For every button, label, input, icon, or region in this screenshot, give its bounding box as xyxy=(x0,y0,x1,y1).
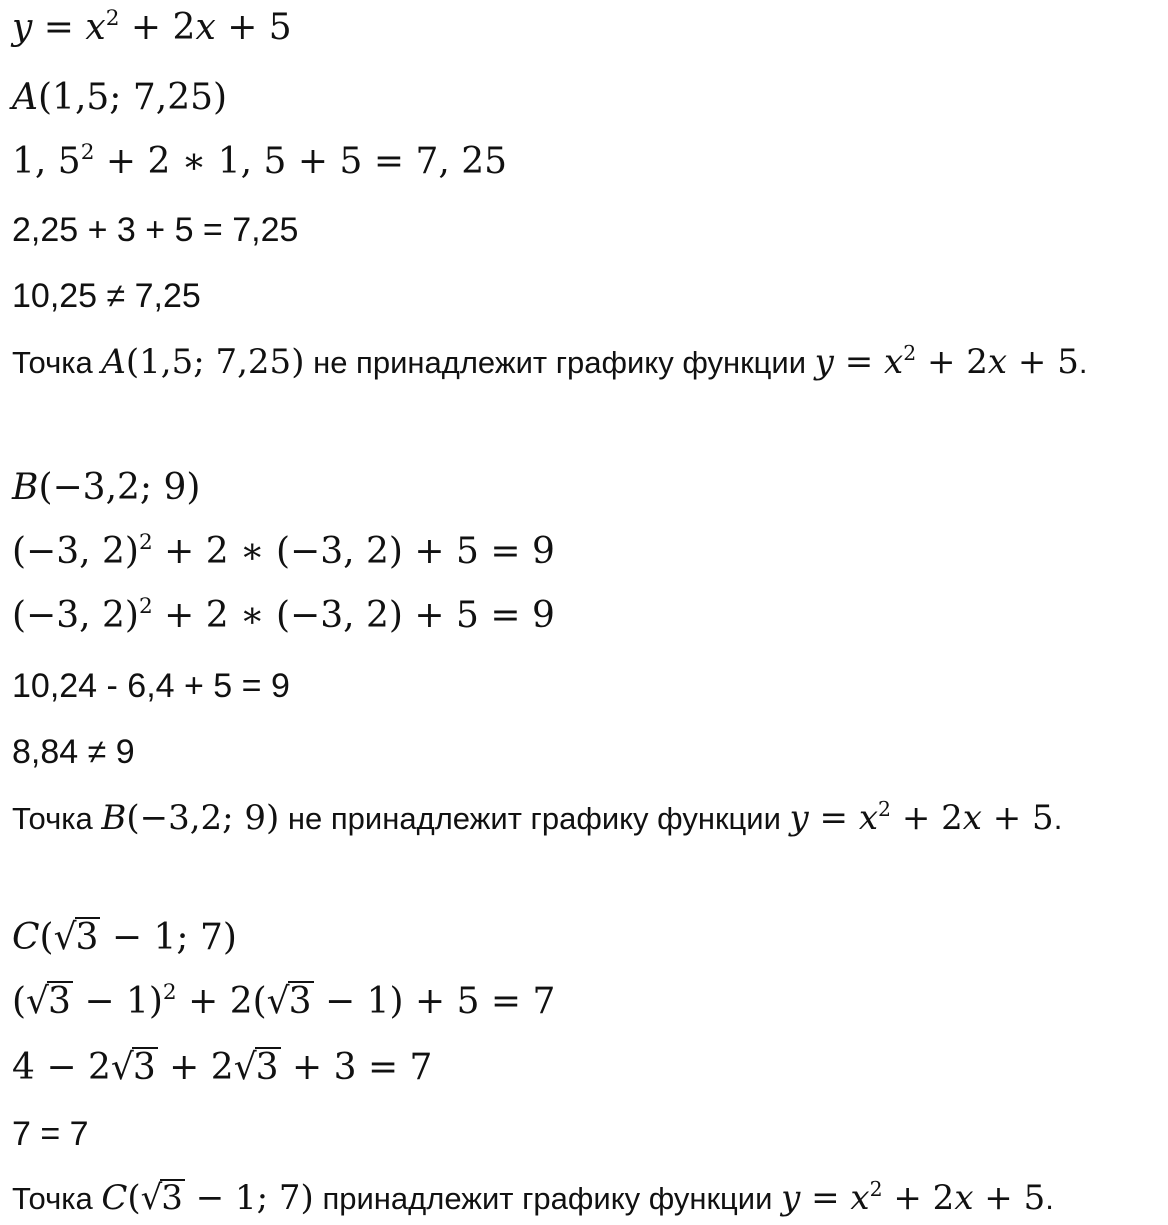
point-a-conclusion: Точка A(1,5; 7,25) не принадлежит графику функции $y = x^2 + 2x + 5$. xyxy=(12,340,1088,382)
point-a-title: A(1,5; 7,25) xyxy=(12,77,228,118)
point-c-calc-3: 7 = 7 xyxy=(12,1115,89,1153)
point-a-calc-1: 1, $5^2 + 2$ ∗ 1, 5 + 5 = 7, 25 xyxy=(12,139,508,182)
point-b-title: B(−3,2; 9) xyxy=(12,467,201,508)
point-a-calc-3: 10,25 ≠ 7,25 xyxy=(12,277,201,315)
point-b-calc-2: (−3, 2)$^2$ + 2 ∗ (−3, 2) + 5 = 9 xyxy=(12,593,555,636)
sqrt-symbol: √3 xyxy=(53,917,99,958)
sqrt-symbol: √3 xyxy=(233,1047,279,1088)
point-b-calc-4: 8,84 ≠ 9 xyxy=(12,733,135,771)
sqrt-symbol: √3 xyxy=(266,981,312,1022)
point-a-calc-2: 2,25 + 3 + 5 = 7,25 xyxy=(12,211,299,249)
sqrt-symbol: √3 xyxy=(26,981,71,1022)
point-c-conclusion: Точка C(√3 − 1; 7) принадлежит графику функции $y = x^2 + 2x + 5$. xyxy=(12,1176,1054,1218)
point-c-title: C(√3 − 1; 7) xyxy=(12,917,237,958)
point-b-calc-3: 10,24 - 6,4 + 5 = 9 xyxy=(12,667,290,705)
point-b-calc-1: (−3, 2)$^2$ + 2 ∗ (−3, 2) + 5 = 9 xyxy=(12,529,555,572)
point-c-calc-2: 4 − 2√3 + 2√3 + 3 = 7 xyxy=(12,1047,433,1088)
point-c-calc-1: $(√3 - 1)^2 + 2(√3 - 1) + 5 = 7$ xyxy=(12,979,556,1022)
sqrt-symbol: √3 xyxy=(140,1178,183,1218)
function-definition: $y = x^2 + 2x + 5$ xyxy=(12,5,292,48)
point-b-conclusion: Точка B(−3,2; 9) не принадлежит графику функции $y = x^2 + 2x + 5$. xyxy=(12,796,1063,838)
sqrt-symbol: √3 xyxy=(110,1047,156,1088)
